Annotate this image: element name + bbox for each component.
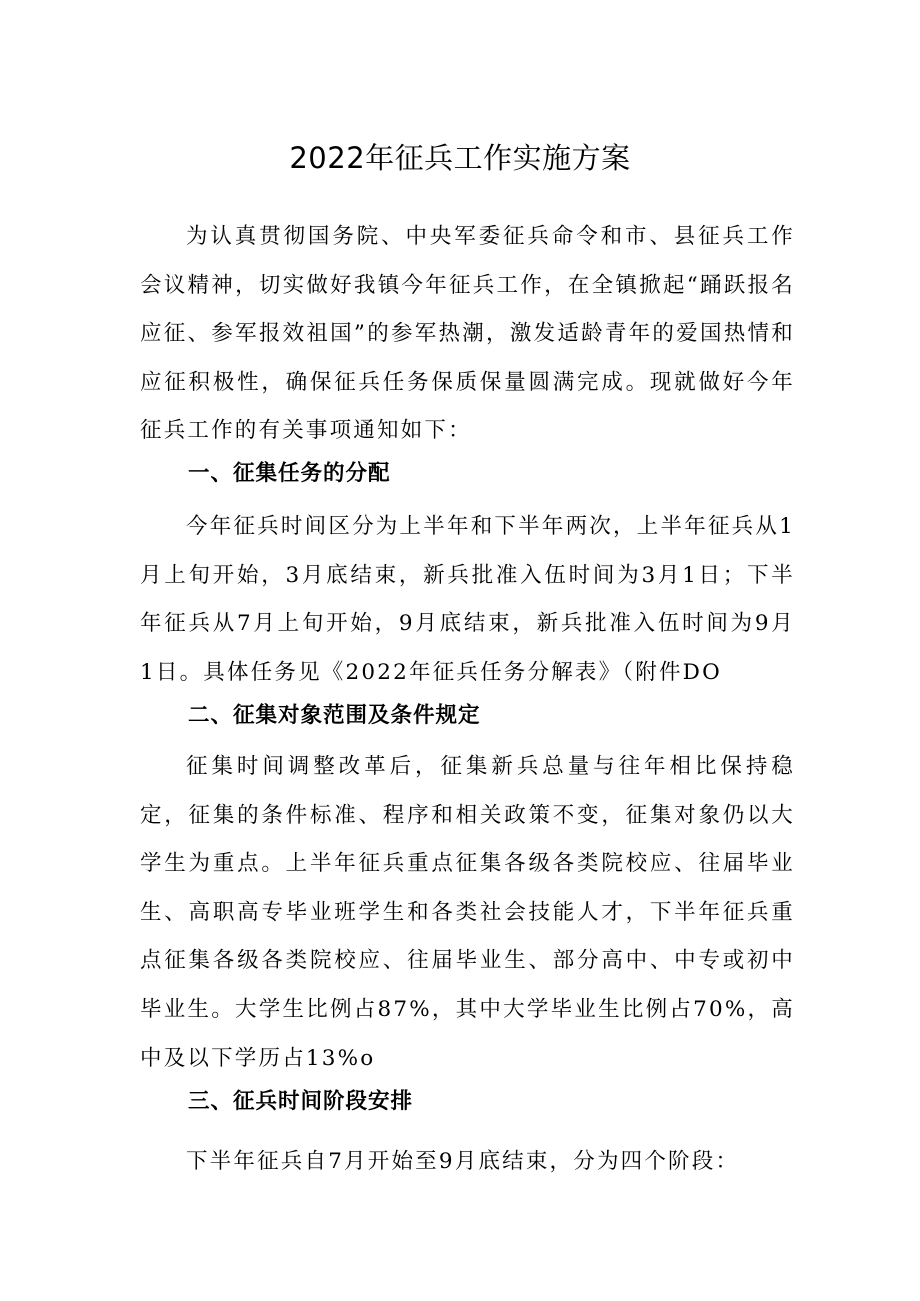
intro-paragraph: 为认真贯彻国务院、中央军委征兵命令和市、县征兵工作会议精神，切实做好我镇今年征兵工作，在全镇掀起“踊跃报名应征、参军报效祖国”的参军热潮，激发适龄青年的爱国热情和应征积极性，确保征兵任务保质保量圆满完成。现就做好今年征兵工作的有关事项通知如下： — [140, 224, 795, 444]
section-heading-task-allocation: 一、征集任务的分配 — [188, 461, 391, 486]
section-body-recruit-scope: 征集时间调整改革后，征集新兵总量与往年相比保持稳定，征集的条件标准、程序和相关政策不变，征集对象仍以大学生为重点。上半年征兵重点征集各级各类院校应、往届毕业生、高职高专毕业班学生和各类社会技能人才，下半年征兵重点征集各级各类院校应、往届毕业生、部分高中、中专或初中毕业生。大学生比例占87%，其中大学毕业生比例占70%，高中及以下学历占13%o — [140, 754, 795, 1071]
section-heading-schedule: 三、征兵时间阶段安排 — [188, 1089, 414, 1114]
section-heading-recruit-scope: 二、征集对象范围及条件规定 — [188, 703, 481, 728]
section-body-schedule: 下半年征兵自7月开始至9月底结束，分为四个阶段： — [186, 1149, 740, 1174]
section-body-task-allocation: 今年征兵时间区分为上半年和下半年两次，上半年征兵从1月上旬开始，3月底结束，新兵批准入伍时间为3月1日；下半年征兵从7月上旬开始，9月底结束，新兵批准入伍时间为9月1日。具体任务见《2022年征兵任务分解表》（附件DO — [140, 514, 795, 685]
document-title: 2022年征兵工作实施方案 — [289, 141, 631, 175]
